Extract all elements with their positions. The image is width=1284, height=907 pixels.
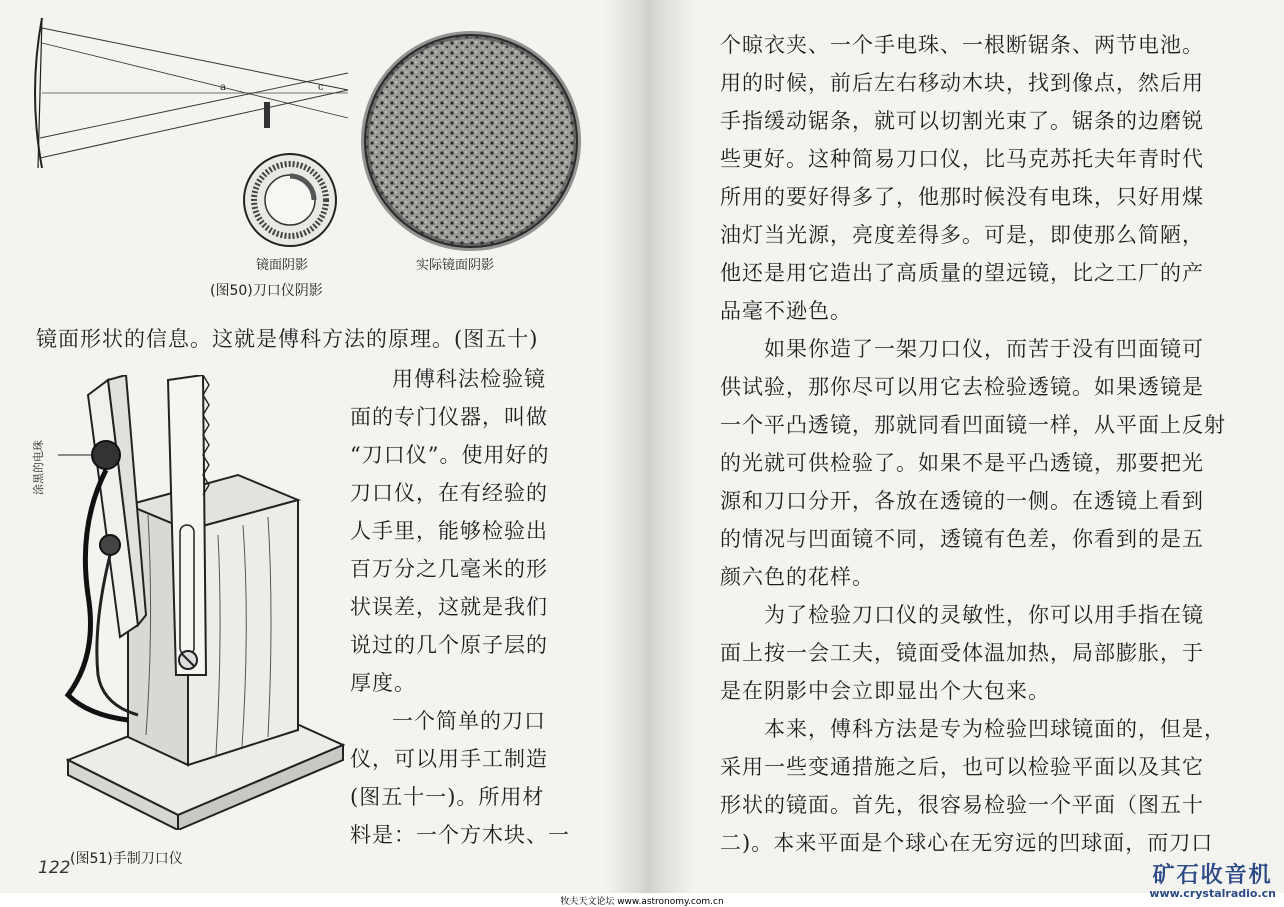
- right-line-3: 手指缓动锯条，就可以切割光束了。锯条的边磨锐: [720, 109, 1204, 133]
- fig50-caption: (图50)刀口仪阴影: [210, 283, 323, 299]
- fig50-actual-caption: 实际镜面阴影: [416, 258, 495, 273]
- right-line-17: 面上按一会工夫，镜面受体温加热，局部膨胀，于: [720, 641, 1204, 665]
- left-line-4: “刀口仪”。使用好的: [350, 443, 550, 467]
- left-line-10: 厚度。: [350, 671, 416, 695]
- right-line-9: 如果你造了一架刀口仪，而苦于没有凹面镜可: [764, 337, 1204, 361]
- right-line-13: 源和刀口分开，各放在透镜的一侧。在透镜上看到: [720, 489, 1204, 513]
- left-line-7: 百万分之几毫米的形: [350, 557, 548, 581]
- right-line-22: 二)。本来平面是个球心在无穷远的凹球面，而刀口: [720, 831, 1214, 855]
- left-line-11: 一个简单的刀口: [392, 709, 546, 733]
- left-line-14: 料是：一个方木块、一: [350, 823, 570, 847]
- fig50-actual-mirror-shadow: [360, 30, 582, 252]
- left-line-6: 人手里，能够检验出: [350, 519, 548, 543]
- watermark-url: www.crystalradio.cn: [1149, 887, 1276, 900]
- left-line-2: 用傅科法检验镜: [392, 367, 546, 391]
- right-line-8: 品毫不逊色。: [720, 299, 852, 323]
- right-line-19: 本来，傅科方法是专为检验凹球镜面的，但是，: [764, 717, 1226, 741]
- fig51-bulb-label: 涂黑的电珠: [32, 440, 45, 495]
- left-line-9: 说过的几个原子层的: [350, 633, 548, 657]
- right-line-16: 为了检验刀口仪的灵敏性，你可以用手指在镜: [764, 603, 1204, 627]
- right-line-5: 所用的要好得多了，他那时候没有电珠，只好用煤: [720, 185, 1204, 209]
- left-line-12: 仪，可以用手工制造: [350, 747, 548, 771]
- right-line-12: 的光就可供检验了。如果不是平凸透镜，那要把光: [720, 451, 1204, 475]
- right-line-1: 个晾衣夹、一个手电珠、一根断锯条、两节电池。: [720, 33, 1204, 57]
- right-line-4: 些更好。这种简易刀口仪，比马克苏托夫年青时代: [720, 147, 1204, 171]
- right-line-18: 是在阴影中会立即显出个大包来。: [720, 679, 1050, 703]
- page-number: 122: [38, 858, 71, 878]
- footer-source: 牧夫天文论坛 www.astronomy.com.cn: [560, 897, 724, 907]
- book-gutter: [604, 0, 694, 893]
- right-line-10: 供试验，那你尽可以用它去检验透镜。如果透镜是: [720, 375, 1204, 399]
- right-line-20: 采用一些变通措施之后，也可以检验平面以及其它: [720, 755, 1204, 779]
- watermark-title: 矿石收音机: [1152, 863, 1273, 888]
- right-line-6: 油灯当光源，亮度差得多。可是，即使那么简陋，: [720, 223, 1204, 247]
- right-line-11: 一个平凸透镜，那就同看凹面镜一样，从平面上反射: [720, 413, 1226, 437]
- right-line-15: 颜六色的花样。: [720, 565, 874, 589]
- left-line-5: 刀口仪，在有经验的: [350, 481, 548, 505]
- fig50-shadow-inset: [240, 150, 340, 250]
- right-line-2: 用的时候，前后左右移动木块，找到像点，然后用: [720, 71, 1204, 95]
- fig50-label-a: a: [220, 82, 226, 93]
- fig51-caption: (图51)手制刀口仪: [70, 851, 183, 867]
- fig50-inset-caption: 镜面阴影: [256, 258, 309, 273]
- fig50-label-c: c: [318, 82, 324, 93]
- left-line-3: 面的专门仪器，叫做: [350, 405, 548, 429]
- fig51-knife-edge-tester: [28, 375, 346, 830]
- right-line-21: 形状的镜面。首先，很容易检验一个平面（图五十: [720, 793, 1204, 817]
- right-line-14: 的情况与凹面镜不同，透镜有色差，你看到的是五: [720, 527, 1204, 551]
- left-line-8: 状误差，这就是我们: [350, 595, 548, 619]
- left-line-13: (图五十一)。所用材: [350, 785, 545, 809]
- right-line-7: 他还是用它造出了高质量的望远镜，比之工厂的产: [720, 261, 1204, 285]
- left-line-1: 镜面形状的信息。这就是傅科方法的原理。(图五十): [36, 327, 539, 351]
